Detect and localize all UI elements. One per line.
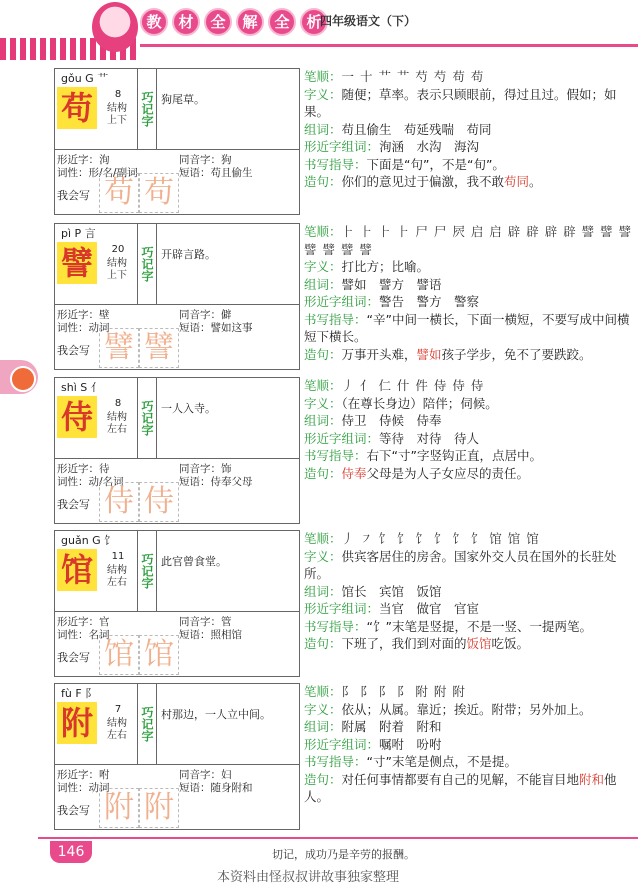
- title-char: 全: [268, 8, 296, 36]
- note-text-after: 孩子学步，免不了要跌跤。: [441, 346, 592, 362]
- note-text: （在尊长身边）陪伴；伺候。: [341, 395, 498, 411]
- highlight-word: 附和: [579, 771, 605, 787]
- trace-char[interactable]: 附: [139, 788, 179, 828]
- page-number: 146: [50, 841, 92, 863]
- highlight-word: 苟同: [504, 174, 530, 189]
- note-label: 字义：: [304, 259, 342, 274]
- structure: 结构 左右: [107, 565, 127, 588]
- title-char: 材: [172, 8, 200, 36]
- note-label: 形近字组词：: [304, 601, 380, 616]
- note-label: 形近字组词：: [304, 139, 380, 154]
- similar-char: 形近字：咐: [57, 769, 110, 781]
- footer-credit: 本资料由怪叔叔讲故事独家整理: [217, 870, 400, 885]
- note-line: [304, 718, 634, 736]
- divider: [55, 304, 299, 305]
- write-label: 我会写: [57, 804, 90, 817]
- char-entry: [54, 223, 634, 368]
- notes: [304, 377, 634, 482]
- stroke-count: 8: [114, 89, 122, 100]
- divider: [55, 149, 299, 150]
- big-character: 侍: [57, 396, 97, 438]
- divider: [55, 458, 299, 459]
- stroke-count: 20: [111, 244, 125, 255]
- note-label: 组词：: [304, 583, 342, 599]
- stroke-count: 8: [114, 398, 122, 409]
- note-line: [304, 156, 634, 174]
- note-line: [304, 701, 634, 719]
- trace-char[interactable]: 馆: [139, 635, 179, 675]
- part-of-speech: 词性：名词: [57, 629, 110, 641]
- phrase: 短语：照相馆: [179, 629, 242, 641]
- note-label: 组词：: [304, 719, 342, 734]
- big-character: 苟: [57, 87, 97, 129]
- note-text: 附属 附着 附和: [341, 719, 442, 734]
- homophone: 同音字：僻: [179, 309, 232, 321]
- pinyin: fù F 阝: [61, 687, 97, 700]
- note-line: [304, 223, 634, 258]
- memo-text: 开辟言路。: [161, 248, 216, 261]
- trace-char[interactable]: 附: [99, 788, 139, 828]
- memo-label: 巧记字: [137, 531, 157, 611]
- grade-label: 四年级语文（下）: [320, 14, 417, 28]
- note-text: “饣”末笔是竖提，不是一竖、一提两笔。: [366, 618, 592, 634]
- note-line: [304, 465, 634, 483]
- phrase: 短语：譬如这事: [179, 322, 253, 334]
- note-line: [304, 618, 634, 636]
- note-text: 右下“寸”字竖钩正直，点居中。: [366, 448, 542, 463]
- structure: 结构 左右: [107, 718, 127, 741]
- note-text: 打比方；比喻。: [341, 259, 430, 274]
- footer-rule: [38, 837, 638, 839]
- similar-char: 形近字：壁: [57, 309, 110, 321]
- notes: [304, 530, 634, 653]
- memo-label: 巧记字: [137, 684, 157, 764]
- note-line: [304, 346, 634, 364]
- note-label: 书写指导：: [304, 311, 367, 327]
- note-label: 笔顺：: [304, 69, 342, 84]
- note-text-after: 。: [529, 174, 542, 189]
- title-char: 教: [140, 8, 168, 36]
- note-line: [304, 138, 634, 156]
- phrase: 短语：苟且偷生: [179, 167, 253, 179]
- write-label: 我会写: [57, 344, 90, 357]
- note-text-after: 他人。: [304, 771, 617, 804]
- note-text: 譬如 譬方 譬语: [341, 276, 442, 292]
- memo-label: 巧记字: [137, 378, 157, 458]
- note-label: 造句：: [304, 636, 342, 651]
- memo-text: 此官曾食堂。: [161, 555, 227, 568]
- note-line: [304, 736, 634, 754]
- note-text: 下面是“句”，不是“旬”。: [366, 156, 505, 172]
- write-label: 我会写: [57, 498, 90, 511]
- note-text: 万事开头难，: [341, 346, 417, 362]
- note-label: 字义：: [304, 395, 342, 411]
- write-label: 我会写: [57, 189, 90, 202]
- note-line: [304, 377, 634, 395]
- note-label: 书写指导：: [304, 448, 367, 463]
- note-line: [304, 447, 634, 465]
- note-label: 造句：: [304, 174, 342, 189]
- note-text: 洵涵 水沟 海沟: [379, 139, 480, 154]
- note-line: [304, 530, 634, 548]
- note-text: 丿 ㇇ 饣 饣 饣 饣 饣 饣 馆 馆 馆: [341, 531, 540, 546]
- note-label: 笔顺：: [304, 684, 342, 699]
- footer-motto: 切记，成功乃是辛劳的报酬。: [272, 848, 415, 861]
- divider: [55, 611, 299, 612]
- note-line: [304, 771, 634, 806]
- similar-char: 形近字：洵: [57, 154, 110, 166]
- part-of-speech: 词性：动词: [57, 782, 110, 794]
- note-label: 笔顺：: [304, 224, 342, 239]
- note-label: 造句：: [304, 465, 342, 481]
- part-of-speech: 词性：动/名词: [57, 476, 124, 488]
- note-text: 一 十 艹 艹 芍 芍 苟 苟: [341, 69, 485, 84]
- char-card: [54, 683, 300, 830]
- note-text: 嘱咐 吩咐: [379, 736, 442, 752]
- cat-face-icon: [10, 366, 36, 392]
- char-entry: [54, 530, 634, 675]
- trace-char[interactable]: 馆: [99, 635, 139, 675]
- divider: [55, 764, 299, 765]
- memo-text: 狗尾草。: [161, 93, 205, 106]
- note-line: [304, 548, 634, 583]
- note-line: [304, 430, 634, 448]
- char-entry: [54, 683, 634, 828]
- note-text: 等待 对待 待人: [379, 430, 480, 446]
- char-card: [54, 68, 300, 215]
- note-line: [304, 121, 634, 139]
- note-line: [304, 753, 634, 771]
- note-text: “辛”中间一横长，下面一横短，不要写成中间横短下横长。: [304, 311, 630, 344]
- similar-char: 形近字：官: [57, 616, 110, 628]
- similar-char: 形近字：待: [57, 463, 110, 475]
- note-line: [304, 412, 634, 430]
- pinyin: gǒu G 艹: [61, 72, 109, 85]
- book-title: [140, 8, 328, 36]
- note-line: [304, 258, 634, 276]
- homophone: 同音字：狗: [179, 154, 232, 166]
- trace-char[interactable]: 苟: [139, 173, 179, 213]
- note-text: 馆长 宾馆 饭馆: [341, 583, 442, 599]
- note-line: [304, 395, 634, 413]
- stroke-count: 11: [111, 551, 125, 562]
- note-text: 你们的意见过于偏激，我不敢: [341, 174, 505, 189]
- note-line: [304, 583, 634, 601]
- note-line: [304, 311, 634, 346]
- big-character: 譬: [57, 242, 97, 284]
- big-character: 附: [57, 702, 97, 744]
- trace-char[interactable]: 譬: [139, 328, 179, 368]
- note-label: 笔顺：: [304, 531, 342, 546]
- note-text: “寸”末笔是侧点，不是提。: [366, 754, 517, 769]
- note-line: [304, 86, 634, 121]
- memo-text: 村那边，一人立中间。: [161, 708, 271, 721]
- highlight-word: 侍奉: [341, 465, 367, 481]
- page-header: [0, 0, 638, 62]
- notes: [304, 223, 634, 363]
- char-card: [54, 223, 300, 370]
- note-text: ⺊ ⺊ ⺊ ⺊ 尸 尸 屄 启 启 辟 辟 辟 辟 譬 譬 譬 譬 譬 譬 譬: [304, 224, 633, 257]
- note-label: 书写指导：: [304, 156, 367, 172]
- stroke-count: 7: [114, 704, 122, 715]
- note-line: [304, 635, 634, 653]
- note-label: 形近字组词：: [304, 736, 380, 752]
- note-label: 字义：: [304, 86, 342, 102]
- note-text: 随便；草率。表示只顾眼前，得过且过。假如；如果。: [304, 86, 617, 119]
- note-label: 造句：: [304, 346, 342, 362]
- note-text: 警告 警方 警察: [379, 294, 480, 309]
- char-entry: [54, 68, 634, 213]
- note-label: 笔顺：: [304, 378, 342, 393]
- note-label: 组词：: [304, 121, 342, 137]
- pinyin: guǎn G 饣: [61, 534, 116, 547]
- note-label: 形近字组词：: [304, 294, 380, 309]
- memo-label: 巧记字: [137, 69, 157, 149]
- char-card: [54, 377, 300, 524]
- notes: [304, 68, 634, 191]
- big-character: 馆: [57, 549, 97, 591]
- note-line: [304, 276, 634, 294]
- note-text: 阝 阝 阝 阝 附 附 附: [341, 684, 466, 699]
- note-text-after: 父母是为人子女应尽的责任。: [366, 465, 530, 481]
- note-label: 字义：: [304, 548, 342, 564]
- title-char: 析: [300, 8, 328, 36]
- homophone: 同音字：妇: [179, 769, 232, 781]
- char-card: [54, 530, 300, 677]
- note-label: 造句：: [304, 771, 342, 787]
- note-label: 字义：: [304, 701, 342, 717]
- part-of-speech: 词性：动词: [57, 322, 110, 334]
- write-label: 我会写: [57, 651, 90, 664]
- side-tab: [0, 360, 38, 394]
- highlight-word: 饭馆: [466, 636, 492, 651]
- structure: 结构 上下: [107, 103, 127, 126]
- note-text: 对任何事情都要有自己的见解，不能盲目地: [341, 771, 580, 787]
- note-label: 书写指导：: [304, 618, 367, 634]
- header-rule: [140, 44, 638, 47]
- highlight-word: 譬如: [416, 346, 442, 362]
- note-text: 侍卫 侍候 侍奉: [341, 413, 442, 428]
- title-char: 解: [236, 8, 264, 36]
- memo-text: 一人入寺。: [161, 402, 216, 415]
- note-line: [304, 600, 634, 618]
- note-label: 组词：: [304, 276, 342, 292]
- homophone: 同音字：管: [179, 616, 232, 628]
- trace-char[interactable]: 侍: [99, 482, 139, 522]
- trace-char[interactable]: 譬: [99, 328, 139, 368]
- note-text: 依从；从属。靠近；挨近。附带；另外加上。: [341, 701, 592, 717]
- note-text: 苟且偷生 苟延残喘 苟同: [341, 121, 492, 137]
- structure: 结构 左右: [107, 412, 127, 435]
- char-entry: [54, 377, 634, 522]
- structure: 结构 上下: [107, 258, 127, 281]
- note-text-after: 吃饭。: [491, 636, 530, 651]
- note-line: [304, 173, 634, 191]
- title-char: 全: [204, 8, 232, 36]
- notes: [304, 683, 634, 806]
- mascot-icon: [92, 2, 138, 52]
- pinyin: shì S 亻: [61, 381, 102, 394]
- homophone: 同音字：饰: [179, 463, 232, 475]
- note-label: 形近字组词：: [304, 430, 380, 446]
- trace-char[interactable]: 苟: [99, 173, 139, 213]
- phrase: 短语：随身附和: [179, 782, 253, 794]
- phrase: 短语：侍奉父母: [179, 476, 253, 488]
- pinyin: pì P 言: [61, 227, 96, 240]
- note-text: 丿 亻 仁 什 件 侍 侍 侍: [341, 378, 485, 393]
- trace-char[interactable]: 侍: [139, 482, 179, 522]
- note-line: [304, 683, 634, 701]
- note-line: [304, 68, 634, 86]
- note-text: 供宾客居住的房舍。国家外交人员在国外的长驻处所。: [304, 548, 617, 581]
- note-label: 组词：: [304, 413, 342, 428]
- note-text: 当官 做官 官宦: [379, 601, 480, 616]
- note-label: 书写指导：: [304, 754, 367, 769]
- note-text: 下班了，我们到对面的: [341, 636, 467, 651]
- note-line: [304, 293, 634, 311]
- part-of-speech: 词性：形/名/副词: [57, 167, 138, 179]
- memo-label: 巧记字: [137, 224, 157, 304]
